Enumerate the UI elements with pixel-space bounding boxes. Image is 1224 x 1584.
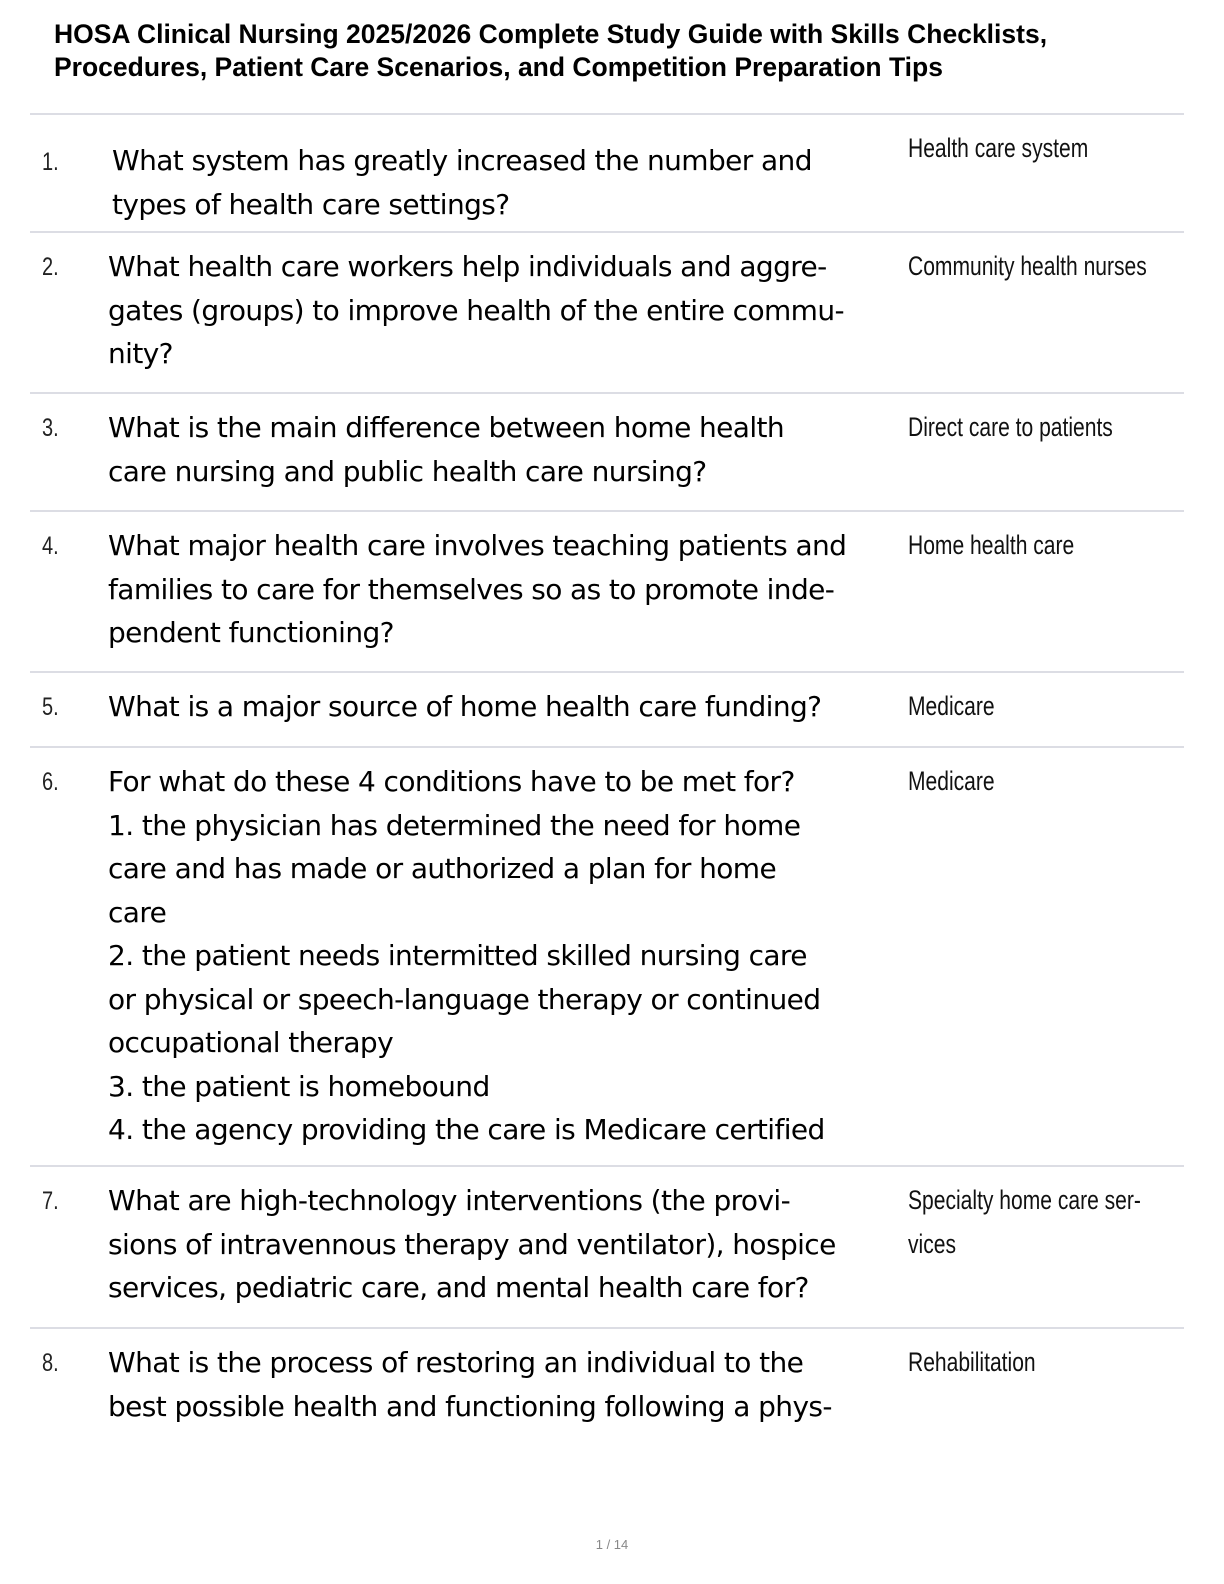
item-number: 7. [42, 1187, 59, 1215]
item-question: What is the process of restoring an individual to the best possible health and functioning following a phys- [108, 1346, 832, 1423]
document-title: HOSA Clinical Nursing 2025/2026 Complete Study Guide with Skills Checklists, Procedures, Patient Care Scenarios, and Competition Preparation Tips [54, 19, 1048, 82]
list-item [30, 510, 1184, 673]
item-number: 2. [42, 253, 59, 281]
item-question: What major health care involves teaching patients and families to care for themselves so as to promote inde- pendent functioning? [108, 529, 847, 649]
item-question: What health care workers help individuals and aggre- gates (groups) to improve health of the entire commu- nity? [108, 250, 844, 370]
list-item [30, 133, 1184, 231]
item-number: 6. [42, 768, 59, 796]
list-item [30, 1327, 1184, 1439]
item-question: What system has greatly increased the number and types of health care settings? [112, 144, 812, 221]
item-number: 8. [42, 1349, 59, 1377]
item-answer: Community health nurses [908, 251, 1147, 281]
item-number: 3. [42, 414, 59, 442]
item-number: 5. [42, 693, 59, 721]
list-item [30, 746, 1184, 1167]
list-item [30, 392, 1184, 512]
list-item [30, 1165, 1184, 1329]
item-question: What are high-technology interventions (the provi- sions of intravennous therapy and ventilator), hospice services, pediatric care, and mental health care for? [108, 1184, 836, 1304]
item-question: For what do these 4 conditions have to be met for? 1. the physician has determined the need for home care and has made or authorized a plan for home care 2. the patient needs intermitted skilled nursing care or physical or speech-language therapy or continued occupational therapy 3. the patient is homebound 4. the agency providing the care is Medicare certified [108, 765, 825, 1146]
title-divider [30, 113, 1184, 115]
list-item [30, 231, 1184, 394]
item-question: What is the main difference between home health care nursing and public health care nursing? [108, 411, 785, 488]
list-item [30, 671, 1184, 748]
item-number: 4. [42, 532, 59, 560]
item-answer: Health care system [908, 133, 1089, 163]
item-answer: Medicare [908, 766, 995, 796]
item-answer: Medicare [908, 691, 995, 721]
item-answer: Specialty home care ser- vices [908, 1185, 1141, 1259]
item-number: 1. [42, 148, 59, 176]
item-answer: Home health care [908, 530, 1075, 560]
item-answer: Rehabilitation [908, 1347, 1036, 1377]
item-question: What is a major source of home health care funding? [108, 690, 822, 723]
page-indicator: 1 / 14 [595, 1537, 629, 1552]
item-answer: Direct care to patients [908, 412, 1113, 442]
